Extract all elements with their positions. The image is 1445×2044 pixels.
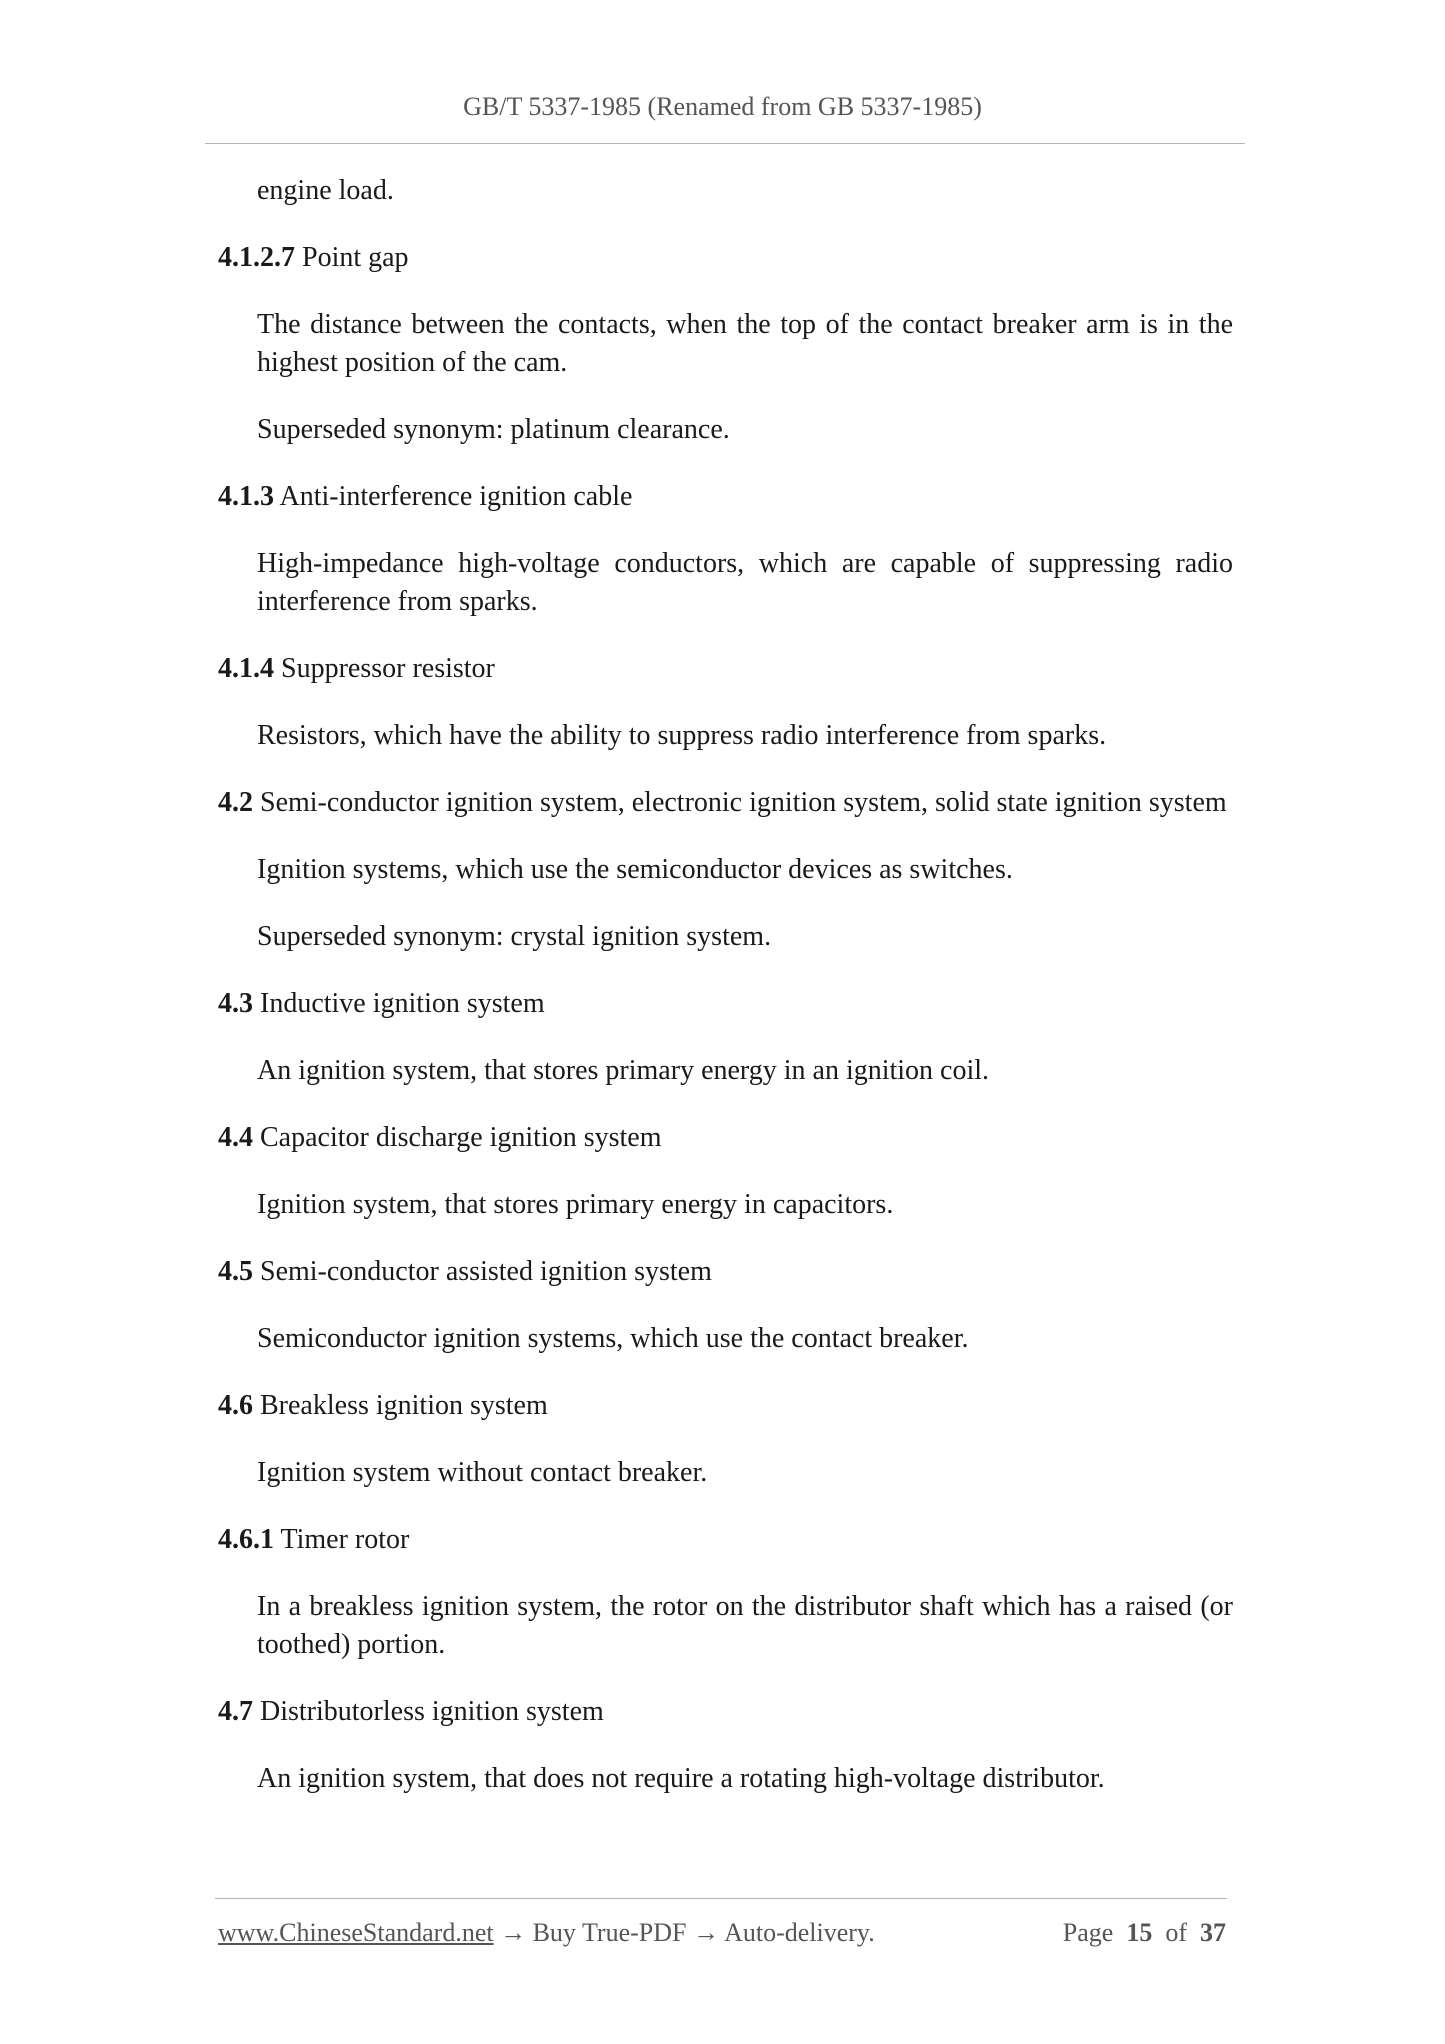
- website-link[interactable]: www.ChineseStandard.net: [218, 1918, 494, 1947]
- running-header: GB/T 5337-1985 (Renamed from GB 5337-1985): [463, 92, 982, 121]
- footer-promo: [218, 1918, 875, 1948]
- arrow-right-icon: →: [693, 1918, 719, 1947]
- page-label: Page: [1062, 1918, 1114, 1947]
- synonym-text: Superseded synonym: platinum clearance.: [257, 414, 730, 445]
- of-label: of: [1165, 1918, 1187, 1947]
- term-number: 4.2: [218, 787, 253, 818]
- term-heading: [218, 1693, 1233, 1731]
- term-heading: [218, 239, 1233, 277]
- term-heading: [218, 985, 1233, 1023]
- page-number: 15: [1126, 1918, 1153, 1947]
- definition-text: High-impedance high-voltage conductors, which are capable of suppressing radio interference from sparks.: [257, 548, 1233, 617]
- header-divider: [205, 143, 1245, 144]
- term-number: 4.4: [218, 1122, 253, 1153]
- term-number: 4.5: [218, 1256, 253, 1287]
- page-indicator: [1063, 1918, 1226, 1948]
- term-heading: [218, 784, 1233, 822]
- definition-text: Ignition system without contact breaker.: [257, 1457, 708, 1488]
- page-footer: [218, 1918, 1226, 1958]
- delivery-text: Auto-delivery.: [724, 1918, 875, 1947]
- term-title: Capacitor discharge ignition system: [260, 1122, 662, 1153]
- term-title: Semi-conductor assisted ignition system: [260, 1256, 712, 1287]
- term-number: 4.1.2.7: [218, 242, 295, 273]
- term-title: Distributorless ignition system: [260, 1696, 604, 1727]
- total-pages: 37: [1200, 1918, 1226, 1947]
- arrow-right-icon: →: [500, 1918, 527, 1947]
- term-number: 4.7: [218, 1696, 253, 1727]
- buy-pdf-text: Buy True-PDF: [532, 1918, 687, 1947]
- definition-text: An ignition system, that does not require a rotating high-voltage distributor.: [257, 1763, 1105, 1794]
- definition-text: Ignition systems, which use the semiconductor devices as switches.: [257, 854, 1013, 885]
- term-number: 4.6.1: [218, 1524, 274, 1555]
- term-heading: [218, 1253, 1233, 1291]
- term-heading: [218, 1387, 1233, 1425]
- synonym-text: Superseded synonym: crystal ignition system.: [257, 921, 772, 952]
- term-heading: [218, 478, 1233, 516]
- term-title: Anti-interference ignition cable: [279, 481, 633, 512]
- definition-text: An ignition system, that stores primary energy in an ignition coil.: [257, 1055, 990, 1086]
- term-title: Inductive ignition system: [260, 988, 545, 1019]
- term-title: Semi-conductor ignition system, electronic ignition system, solid state ignition system: [260, 787, 1227, 818]
- term-title: Timer rotor: [280, 1524, 410, 1555]
- term-heading: [218, 1119, 1233, 1157]
- term-number: 4.1.3: [218, 481, 274, 512]
- term-heading: [218, 650, 1233, 688]
- term-title: Breakless ignition system: [260, 1390, 548, 1421]
- definition-text: Resistors, which have the ability to suppress radio interference from sparks.: [257, 720, 1107, 751]
- definition-text: The distance between the contacts, when the top of the contact breaker arm is in the highest position of the cam.: [257, 309, 1233, 378]
- definition-text: In a breakless ignition system, the rotor on the distributor shaft which has a raised (or toothed) portion.: [257, 1591, 1233, 1660]
- footer-divider: [215, 1898, 1227, 1899]
- term-number: 4.3: [218, 988, 253, 1019]
- document-body: [218, 172, 1233, 1827]
- term-title: Point gap: [302, 242, 409, 273]
- term-number: 4.6: [218, 1390, 253, 1421]
- term-heading: [218, 1521, 1233, 1559]
- continuation-text: engine load.: [257, 175, 394, 206]
- term-number: 4.1.4: [218, 653, 274, 684]
- term-title: Suppressor resistor: [281, 653, 495, 684]
- definition-text: Semiconductor ignition systems, which use the contact breaker.: [257, 1323, 969, 1354]
- definition-text: Ignition system, that stores primary energy in capacitors.: [257, 1189, 894, 1220]
